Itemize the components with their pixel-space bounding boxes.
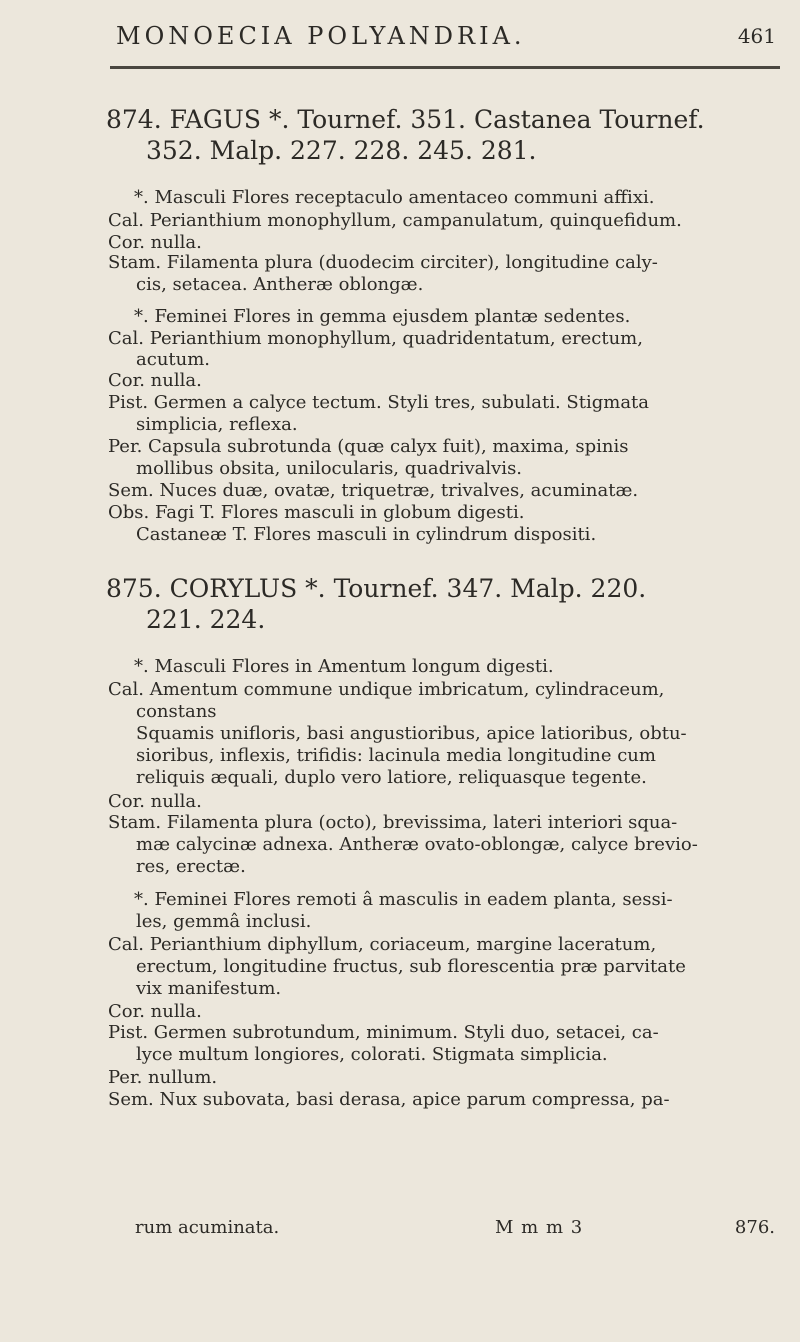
running-title: MONOECIA POLYANDRIA. [116, 22, 526, 50]
text-line: *. Feminei Flores remoti â masculis in eadem planta, sessi- [134, 889, 673, 910]
running-head [116, 22, 776, 52]
text-line: Cal. Amentum commune undique imbricatum, cylindraceum, [108, 679, 665, 700]
text-line: Per. Capsula subrotunda (quæ calyx fuit), maxima, spinis [108, 436, 629, 457]
text-line: reliquis æquali, duplo vero latiore, reliquasque tegente. [136, 767, 647, 788]
text-line: mollibus obsita, unilocularis, quadrivalvis. [136, 458, 523, 479]
text-line: Sem. Nuces duæ, ovatæ, triquetræ, trivalves, acuminatæ. [108, 480, 639, 501]
text-line: Cal. Perianthium diphyllum, coriaceum, margine laceratum, [108, 934, 657, 955]
text-line: mæ calycinæ adnexa. Antheræ ovato-oblongæ, calyce brevio- [136, 834, 698, 855]
genus-heading-corylus [106, 573, 786, 635]
text-line: Pist. Germen subrotundum, minimum. Styli duo, setacei, ca- [108, 1022, 659, 1043]
text-line: Squamis unifloris, basi angustioribus, apice latioribus, obtu- [136, 723, 687, 744]
page-number: 461 [737, 24, 776, 48]
text-line: rum acuminata. [135, 1217, 280, 1238]
text-line: Stam. Filamenta plura (duodecim circiter), longitudine caly- [108, 252, 658, 273]
text-line: Sem. Nux subovata, basi derasa, apice parum compressa, pa- [108, 1089, 670, 1110]
text-line: simplicia, reflexa. [136, 414, 298, 435]
catchword: 876. [734, 1217, 775, 1238]
text-line: constans [136, 701, 217, 722]
page-footer [135, 1217, 775, 1241]
text-line: Cor. nulla. [108, 370, 202, 391]
text-line: Pist. Germen a calyce tectum. Styli tres, subulati. Stigmata [108, 392, 650, 413]
text-line: Cor. nulla. [108, 232, 202, 253]
text-line: Cal. Perianthium monophyllum, quadridentatum, erectum, [108, 328, 643, 349]
text-line: erectum, longitudine fructus, sub florescentia præ parvitate [136, 956, 686, 977]
genus-heading-line: 221. 224. [146, 605, 266, 634]
text-line: vix manifestum. [136, 978, 282, 999]
text-line: *. Masculi Flores receptaculo amentaceo communi affixi. [134, 187, 655, 208]
text-line: acutum. [136, 349, 211, 370]
genus-heading-line: 352. Malp. 227. 228. 245. 281. [146, 136, 537, 165]
text-line: res, erectæ. [136, 856, 246, 877]
text-line: Cor. nulla. [108, 791, 202, 812]
text-line: Obs. Fagi T. Flores masculi in globum digesti. [108, 502, 525, 523]
text-line: sioribus, inflexis, trifidis: lacinula media longitudine cum [136, 745, 656, 766]
text-line: lyce multum longiores, colorati. Stigmata simplicia. [136, 1044, 608, 1065]
text-line: Per. nullum. [108, 1067, 218, 1088]
text-line: Castaneæ T. Flores masculi in cylindrum dispositi. [136, 524, 597, 545]
text-line: *. Feminei Flores in gemma ejusdem plantæ sedentes. [134, 306, 631, 327]
genus-heading-fagus [106, 104, 786, 166]
text-line: *. Masculi Flores in Amentum longum digesti. [134, 656, 554, 677]
header-rule [110, 66, 780, 69]
text-line: Cal. Perianthium monophyllum, campanulatum, quinquefidum. [108, 210, 682, 231]
genus-heading-line: 874. FAGUS *. Tournef. 351. Castanea Tournef. [106, 105, 705, 134]
text-line: Cor. nulla. [108, 1001, 202, 1022]
signature-mark: M m m 3 [495, 1217, 584, 1238]
text-line: les, gemmâ inclusi. [136, 911, 312, 932]
text-line: Stam. Filamenta plura (octo), brevissima, lateri interiori squa- [108, 812, 678, 833]
genus-heading-line: 875. CORYLUS *. Tournef. 347. Malp. 220. [106, 574, 647, 603]
text-line: cis, setacea. Antheræ oblongæ. [136, 274, 424, 295]
